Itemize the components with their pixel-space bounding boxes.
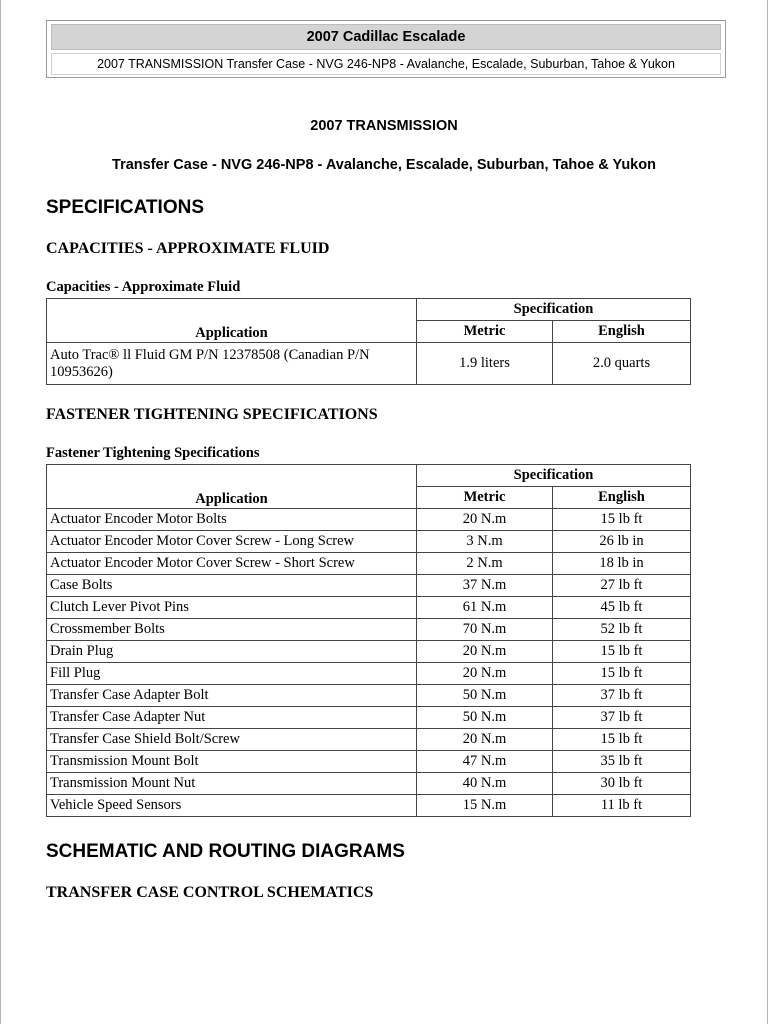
column-group-specification: Specification (417, 465, 691, 487)
cell-english: 11 lb ft (553, 795, 691, 817)
cell-application: Transfer Case Adapter Bolt (47, 685, 417, 707)
table-row (47, 531, 691, 553)
cell-english: 18 lb in (553, 553, 691, 575)
header-title: 2007 Cadillac Escalade (51, 24, 721, 50)
cell-english: 15 lb ft (553, 509, 691, 531)
table-row (47, 729, 691, 751)
cell-application: Crossmember Bolts (47, 619, 417, 641)
cell-english: 15 lb ft (553, 663, 691, 685)
cell-metric: 50 N.m (417, 685, 553, 707)
cell-metric: 20 N.m (417, 663, 553, 685)
cell-metric: 20 N.m (417, 509, 553, 531)
cell-metric: 37 N.m (417, 575, 553, 597)
table-row (47, 685, 691, 707)
schematic-heading: SCHEMATIC AND ROUTING DIAGRAMS (46, 841, 405, 862)
cell-application: Fill Plug (47, 663, 417, 685)
cell-english: 2.0 quarts (553, 343, 691, 385)
cell-metric: 20 N.m (417, 641, 553, 663)
table-row (47, 509, 691, 531)
cell-english: 52 lb ft (553, 619, 691, 641)
cell-application: Actuator Encoder Motor Cover Screw - Long Screw (47, 531, 417, 553)
cell-metric: 70 N.m (417, 619, 553, 641)
cell-english: 15 lb ft (553, 729, 691, 751)
cell-application: Drain Plug (47, 641, 417, 663)
control-schematics-heading: TRANSFER CASE CONTROL SCHEMATICS (46, 884, 374, 901)
cell-application: Transfer Case Shield Bolt/Screw (47, 729, 417, 751)
column-header-application: Application (47, 465, 417, 509)
column-header-metric: Metric (417, 321, 553, 343)
cell-english: 30 lb ft (553, 773, 691, 795)
cell-application: Transmission Mount Bolt (47, 751, 417, 773)
capacities-table (46, 298, 691, 385)
cell-english: 26 lb in (553, 531, 691, 553)
page-edge-left (0, 0, 1, 1024)
cell-application: Actuator Encoder Motor Cover Screw - Short Screw (47, 553, 417, 575)
table-row (47, 773, 691, 795)
column-header-english: English (553, 487, 691, 509)
fastener-table (46, 464, 691, 817)
cell-metric: 2 N.m (417, 553, 553, 575)
table-row (47, 751, 691, 773)
column-header-application: Application (47, 299, 417, 343)
column-group-specification: Specification (417, 299, 691, 321)
cell-metric: 61 N.m (417, 597, 553, 619)
table-row (47, 795, 691, 817)
specifications-heading: SPECIFICATIONS (46, 197, 204, 218)
cell-english: 27 lb ft (553, 575, 691, 597)
cell-english: 37 lb ft (553, 685, 691, 707)
cell-metric: 40 N.m (417, 773, 553, 795)
cell-metric: 15 N.m (417, 795, 553, 817)
cell-metric: 47 N.m (417, 751, 553, 773)
cell-english: 45 lb ft (553, 597, 691, 619)
cell-application: Transmission Mount Nut (47, 773, 417, 795)
cell-english: 37 lb ft (553, 707, 691, 729)
section-title: 2007 TRANSMISSION (310, 118, 458, 134)
table-row (47, 663, 691, 685)
header-subtitle: 2007 TRANSMISSION Transfer Case - NVG 246-NP8 - Avalanche, Escalade, Suburban, Tahoe & Yukon (51, 53, 721, 75)
document-header (46, 20, 726, 78)
capacities-heading: CAPACITIES - APPROXIMATE FLUID (46, 240, 330, 257)
table-row (47, 641, 691, 663)
table-row (47, 343, 691, 385)
cell-application: Actuator Encoder Motor Bolts (47, 509, 417, 531)
cell-application: Clutch Lever Pivot Pins (47, 597, 417, 619)
cell-metric: 20 N.m (417, 729, 553, 751)
fastener-table-caption: Fastener Tightening Specifications (46, 445, 260, 461)
table-row (47, 553, 691, 575)
fastener-heading: FASTENER TIGHTENING SPECIFICATIONS (46, 406, 378, 423)
cell-application: Vehicle Speed Sensors (47, 795, 417, 817)
cell-application: Auto Trac® ll Fluid GM P/N 12378508 (Canadian P/N 10953626) (47, 343, 417, 385)
table-row (47, 707, 691, 729)
cell-application: Case Bolts (47, 575, 417, 597)
table-row (47, 575, 691, 597)
cell-english: 15 lb ft (553, 641, 691, 663)
table-row (47, 619, 691, 641)
column-header-metric: Metric (417, 487, 553, 509)
cell-metric: 3 N.m (417, 531, 553, 553)
subsection-title: Transfer Case - NVG 246-NP8 - Avalanche, Escalade, Suburban, Tahoe & Yukon (112, 157, 656, 173)
cell-metric: 1.9 liters (417, 343, 553, 385)
capacities-table-caption: Capacities - Approximate Fluid (46, 279, 241, 295)
cell-application: Transfer Case Adapter Nut (47, 707, 417, 729)
column-header-english: English (553, 321, 691, 343)
cell-english: 35 lb ft (553, 751, 691, 773)
cell-metric: 50 N.m (417, 707, 553, 729)
table-row (47, 597, 691, 619)
